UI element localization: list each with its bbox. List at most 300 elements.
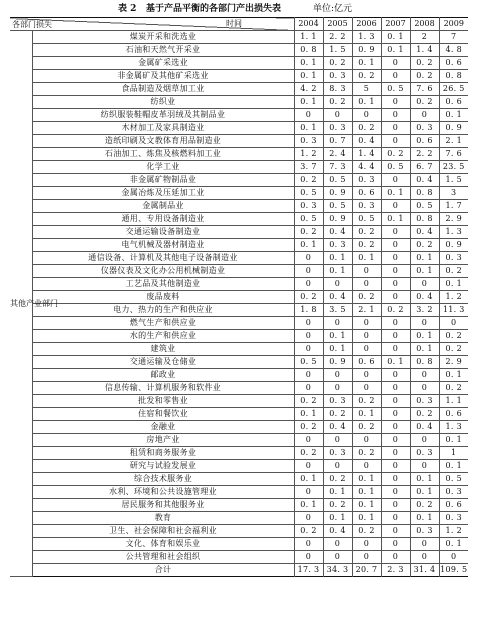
table-row [10, 265, 468, 278]
value-cell: 0. 5 [439, 473, 468, 486]
value-cell: 0. 6 [410, 135, 439, 148]
value-cell: 0. 3 [323, 122, 352, 135]
total-value-cell: 2. 3 [381, 564, 410, 577]
value-cell: 4. 8 [439, 44, 468, 57]
value-cell: 4. 4 [352, 161, 381, 174]
value-cell: 0. 8 [410, 213, 439, 226]
value-cell: 0. 1 [410, 252, 439, 265]
value-cell: 0. 4 [410, 174, 439, 187]
value-cell: 1. 1 [294, 31, 323, 44]
table-row [10, 369, 468, 382]
value-cell: 0 [381, 421, 410, 434]
sector-name-cell: 石油加工、炼焦及核燃料加工业 [32, 148, 294, 161]
value-cell: 0. 1 [323, 252, 352, 265]
table-row [10, 538, 468, 551]
value-cell: 0. 2 [294, 291, 323, 304]
value-cell: 0. 5 [323, 174, 352, 187]
value-cell: 0. 1 [410, 486, 439, 499]
value-cell: 0 [381, 460, 410, 473]
value-cell: 6. 7 [410, 161, 439, 174]
value-cell: 1. 3 [439, 226, 468, 239]
value-cell: 0. 2 [323, 499, 352, 512]
value-cell: 0 [381, 174, 410, 187]
sector-name-cell: 建筑业 [32, 343, 294, 356]
total-value-cell: 20. 7 [352, 564, 381, 577]
table-row [10, 382, 468, 395]
value-cell: 0. 1 [352, 512, 381, 525]
year-header: 2005 [323, 18, 352, 31]
value-cell: 0. 2 [352, 291, 381, 304]
value-cell: 0. 2 [352, 421, 381, 434]
value-cell: 0 [323, 278, 352, 291]
table-row [10, 499, 468, 512]
value-cell: 1. 5 [439, 174, 468, 187]
sector-name-cell: 仪器仪表及文化办公用机械制造业 [32, 265, 294, 278]
sector-name-cell: 煤炭开采和洗选业 [32, 31, 294, 44]
value-cell: 0. 9 [352, 44, 381, 57]
sector-name-cell: 燃气生产和供应业 [32, 317, 294, 330]
table-row [10, 434, 468, 447]
table-row [10, 525, 468, 538]
sector-name-cell: 居民服务和其他服务业 [32, 499, 294, 512]
value-cell: 0. 2 [294, 447, 323, 460]
year-header: 2004 [294, 18, 323, 31]
value-cell: 0. 2 [352, 395, 381, 408]
value-cell: 2 [410, 31, 439, 44]
sector-name-cell: 住宿和餐饮业 [32, 408, 294, 421]
value-cell: 0. 3 [410, 525, 439, 538]
value-cell: 7. 6 [410, 83, 439, 96]
table-unit: 单位:亿元 [313, 4, 353, 14]
value-cell: 1. 4 [352, 148, 381, 161]
value-cell: 0 [381, 200, 410, 213]
value-cell: 0. 2 [294, 226, 323, 239]
value-cell: 0. 4 [323, 291, 352, 304]
value-cell: 0. 1 [294, 239, 323, 252]
value-cell: 0. 2 [410, 408, 439, 421]
value-cell: 3. 7 [294, 161, 323, 174]
value-cell: 0. 2 [323, 96, 352, 109]
table-row [10, 421, 468, 434]
value-cell: 0. 5 [294, 213, 323, 226]
value-cell: 0 [410, 538, 439, 551]
table-row [10, 447, 468, 460]
table-row [10, 187, 468, 200]
value-cell: 0 [294, 369, 323, 382]
value-cell: 0. 1 [294, 57, 323, 70]
sector-name-cell: 交通运输及仓储业 [32, 356, 294, 369]
value-cell: 0. 4 [410, 226, 439, 239]
value-cell: 0 [381, 239, 410, 252]
value-cell: 0. 9 [323, 356, 352, 369]
value-cell: 0 [381, 551, 410, 564]
sector-name-cell: 通信设备、计算机及其他电子设备制造业 [32, 252, 294, 265]
value-cell: 0 [410, 551, 439, 564]
value-cell: 0. 6 [352, 356, 381, 369]
value-cell: 0. 1 [352, 252, 381, 265]
value-cell: 0. 2 [352, 447, 381, 460]
value-cell: 0. 1 [352, 499, 381, 512]
value-cell: 1 [439, 447, 468, 460]
value-cell: 0 [352, 382, 381, 395]
value-cell: 0. 2 [352, 525, 381, 538]
value-cell: 7. 6 [439, 148, 468, 161]
sector-name-cell: 卫生、社会保障和社会福利业 [32, 525, 294, 538]
value-cell: 0 [381, 343, 410, 356]
value-cell: 0 [294, 551, 323, 564]
value-cell: 0 [352, 265, 381, 278]
value-cell: 0. 2 [381, 304, 410, 317]
table-row [10, 395, 468, 408]
value-cell: 0 [381, 434, 410, 447]
table-row [10, 122, 468, 135]
value-cell: 1. 3 [439, 421, 468, 434]
value-cell: 0. 9 [323, 187, 352, 200]
value-cell: 0. 3 [352, 200, 381, 213]
value-cell: 0 [323, 369, 352, 382]
value-cell: 1. 2 [439, 291, 468, 304]
value-cell: 0 [381, 395, 410, 408]
value-cell: 1. 8 [294, 304, 323, 317]
table-row [10, 551, 468, 564]
value-cell: 0. 9 [439, 122, 468, 135]
value-cell: 0 [381, 486, 410, 499]
value-cell: 0. 1 [294, 408, 323, 421]
value-cell: 0 [294, 317, 323, 330]
table-row [10, 304, 468, 317]
sector-name-cell: 工艺品及其他制造业 [32, 278, 294, 291]
value-cell: 0. 7 [323, 135, 352, 148]
value-cell: 0 [381, 109, 410, 122]
value-cell: 0. 3 [439, 486, 468, 499]
value-cell: 0. 3 [323, 239, 352, 252]
table-row [10, 213, 468, 226]
value-cell: 0. 6 [439, 96, 468, 109]
value-cell: 0. 5 [410, 200, 439, 213]
table-row [10, 109, 468, 122]
time-header-label: 时间 [226, 19, 242, 28]
value-cell: 0 [381, 291, 410, 304]
sector-name-cell: 非金属矿物制品业 [32, 174, 294, 187]
value-cell: 0 [323, 109, 352, 122]
table-body [10, 18, 468, 577]
value-cell: 0 [352, 330, 381, 343]
value-cell: 0 [352, 551, 381, 564]
value-cell: 0 [381, 408, 410, 421]
value-cell: 3. 5 [323, 304, 352, 317]
value-cell: 0. 1 [439, 460, 468, 473]
value-cell: 0 [352, 460, 381, 473]
value-cell: 0. 2 [294, 525, 323, 538]
value-cell: 0 [381, 96, 410, 109]
value-cell: 0. 6 [352, 187, 381, 200]
sector-name-cell: 水利、环境和公共设施管理业 [32, 486, 294, 499]
value-cell: 0 [294, 538, 323, 551]
value-cell: 0 [410, 434, 439, 447]
total-value-cell: 17. 3 [294, 564, 323, 577]
sector-name-cell: 金属冶炼及压延加工业 [32, 187, 294, 200]
value-cell: 0. 3 [352, 174, 381, 187]
value-cell: 0 [294, 109, 323, 122]
value-cell: 0 [294, 278, 323, 291]
value-cell: 0 [294, 434, 323, 447]
sector-name-cell: 研究与试验发展业 [32, 460, 294, 473]
value-cell: 0 [410, 382, 439, 395]
value-cell: 0. 2 [410, 70, 439, 83]
value-cell: 0. 1 [352, 486, 381, 499]
value-cell: 0. 2 [410, 57, 439, 70]
header-row [10, 18, 468, 31]
value-cell: 0. 1 [323, 512, 352, 525]
sector-name-cell: 纺织服装鞋帽皮革羽绒及其制品业 [32, 109, 294, 122]
value-cell: 0 [294, 330, 323, 343]
value-cell: 0 [352, 434, 381, 447]
value-cell: 0. 6 [439, 57, 468, 70]
value-cell: 0. 3 [294, 200, 323, 213]
table-row [10, 252, 468, 265]
value-cell: 0 [323, 538, 352, 551]
value-cell: 0. 1 [294, 473, 323, 486]
value-cell: 0 [352, 343, 381, 356]
value-cell: 0 [410, 460, 439, 473]
value-cell: 0. 5 [352, 213, 381, 226]
value-cell: 0. 2 [439, 382, 468, 395]
table-row [10, 70, 468, 83]
value-cell: 23. 5 [439, 161, 468, 174]
dept-header-label: 各部门损失 [12, 20, 52, 29]
value-cell: 0. 1 [410, 512, 439, 525]
value-cell: 0. 4 [323, 525, 352, 538]
value-cell: 0. 2 [323, 57, 352, 70]
value-cell: 0. 4 [323, 226, 352, 239]
table-row [10, 83, 468, 96]
value-cell: 0 [323, 460, 352, 473]
table-row [10, 278, 468, 291]
value-cell: 0. 2 [352, 226, 381, 239]
value-cell: 0. 5 [381, 161, 410, 174]
value-cell: 0 [294, 486, 323, 499]
value-cell: 0. 1 [381, 44, 410, 57]
year-header: 2007 [381, 18, 410, 31]
value-cell: 0. 2 [352, 239, 381, 252]
table-row [10, 291, 468, 304]
table-row [10, 239, 468, 252]
value-cell: 1. 4 [410, 44, 439, 57]
value-cell: 0. 8 [410, 356, 439, 369]
value-cell: 7. 3 [323, 161, 352, 174]
value-cell: 7 [439, 31, 468, 44]
value-cell: 0. 1 [294, 70, 323, 83]
value-cell: 0 [381, 226, 410, 239]
value-cell: 0. 6 [439, 408, 468, 421]
year-header: 2006 [352, 18, 381, 31]
value-cell: 2. 1 [352, 304, 381, 317]
value-cell: 0. 2 [439, 265, 468, 278]
value-cell: 0 [381, 525, 410, 538]
value-cell: 0. 1 [381, 356, 410, 369]
value-cell: 0. 1 [294, 122, 323, 135]
value-cell: 0. 1 [410, 343, 439, 356]
value-cell: 0 [323, 382, 352, 395]
sector-name-cell: 废品废料 [32, 291, 294, 304]
sector-name-cell: 邮政业 [32, 369, 294, 382]
value-cell: 0. 3 [323, 447, 352, 460]
value-cell: 0. 2 [294, 421, 323, 434]
sector-name-cell: 金融业 [32, 421, 294, 434]
table-row [10, 57, 468, 70]
sector-name-cell: 综合技术服务业 [32, 473, 294, 486]
value-cell: 0. 4 [410, 421, 439, 434]
value-cell: 0 [294, 512, 323, 525]
value-cell: 0. 2 [410, 96, 439, 109]
header-corner-cell [10, 18, 294, 31]
value-cell: 0. 1 [352, 57, 381, 70]
value-cell: 0. 1 [439, 278, 468, 291]
value-cell: 0 [323, 434, 352, 447]
value-cell: 0 [381, 70, 410, 83]
table-row [10, 317, 468, 330]
value-cell: 0. 1 [410, 473, 439, 486]
value-cell: 0. 9 [439, 239, 468, 252]
value-cell: 0 [381, 252, 410, 265]
total-value-cell: 34. 3 [323, 564, 352, 577]
value-cell: 0. 3 [323, 395, 352, 408]
year-header: 2008 [410, 18, 439, 31]
year-header: 2009 [439, 18, 468, 31]
value-cell: 0. 2 [439, 330, 468, 343]
sector-name-cell: 文化、体育和娱乐业 [32, 538, 294, 551]
value-cell: 0. 1 [352, 408, 381, 421]
value-cell: 0 [294, 252, 323, 265]
table-row [10, 356, 468, 369]
value-cell: 0 [294, 460, 323, 473]
value-cell: 0. 2 [323, 473, 352, 486]
value-cell: 0. 2 [352, 70, 381, 83]
table-row [10, 226, 468, 239]
value-cell: 0. 1 [439, 369, 468, 382]
table-caption [0, 2, 481, 16]
sector-name-cell: 租赁和商务服务业 [32, 447, 294, 460]
value-cell: 0. 6 [439, 499, 468, 512]
value-cell: 4. 2 [294, 83, 323, 96]
sector-name-cell: 纺织业 [32, 96, 294, 109]
value-cell: 0. 3 [439, 252, 468, 265]
sector-name-cell: 水的生产和供应业 [32, 330, 294, 343]
value-cell: 2. 2 [323, 31, 352, 44]
value-cell: 0. 5 [294, 356, 323, 369]
value-cell: 0 [352, 369, 381, 382]
sector-name-cell: 通用、专用设备制造业 [32, 213, 294, 226]
value-cell: 0. 4 [352, 135, 381, 148]
table-title: 基于产品平衡的各部门产出损失表 [146, 4, 282, 14]
value-cell: 0 [439, 317, 468, 330]
value-cell: 0. 2 [410, 499, 439, 512]
table-row [10, 31, 468, 44]
value-cell: 0 [381, 473, 410, 486]
value-cell: 0 [381, 135, 410, 148]
sector-name-cell: 信息传输、计算机服务和软件业 [32, 382, 294, 395]
sector-name-cell: 公共管理和社会组织 [32, 551, 294, 564]
value-cell: 0 [381, 317, 410, 330]
value-cell: 0. 9 [323, 213, 352, 226]
value-cell: 0 [323, 551, 352, 564]
value-cell: 0. 2 [381, 148, 410, 161]
value-cell: 0 [410, 109, 439, 122]
value-cell: 1. 3 [352, 31, 381, 44]
value-cell: 2. 9 [439, 213, 468, 226]
sector-name-cell: 化学工业 [32, 161, 294, 174]
value-cell: 0. 5 [323, 200, 352, 213]
value-cell: 0 [323, 317, 352, 330]
value-cell: 0 [381, 369, 410, 382]
value-cell: 0. 8 [439, 70, 468, 83]
value-cell: 0. 8 [410, 187, 439, 200]
value-cell: 0. 1 [323, 265, 352, 278]
value-cell: 0. 4 [323, 421, 352, 434]
value-cell: 0. 1 [352, 96, 381, 109]
value-cell: 8. 3 [323, 83, 352, 96]
value-cell: 0 [352, 278, 381, 291]
value-cell: 0. 1 [323, 343, 352, 356]
value-cell: 3. 2 [410, 304, 439, 317]
table-row [10, 460, 468, 473]
value-cell: 2. 1 [439, 135, 468, 148]
table-row [10, 174, 468, 187]
sector-name-cell: 批发和零售业 [32, 395, 294, 408]
value-cell: 0. 5 [294, 187, 323, 200]
value-cell: 2. 2 [410, 148, 439, 161]
sector-name-cell: 金属制品业 [32, 200, 294, 213]
sector-name-cell: 木材加工及家具制造业 [32, 122, 294, 135]
value-cell: 0. 1 [439, 538, 468, 551]
value-cell: 0. 3 [410, 447, 439, 460]
value-cell: 0. 2 [294, 174, 323, 187]
total-label-cell: 合计 [32, 564, 294, 577]
total-value-cell: 31. 4 [410, 564, 439, 577]
value-cell: 0 [381, 122, 410, 135]
value-cell: 0. 3 [439, 512, 468, 525]
value-cell: 0. 2 [352, 122, 381, 135]
value-cell: 0. 3 [410, 395, 439, 408]
value-cell: 1. 7 [439, 200, 468, 213]
sector-name-cell: 电气机械及器材制造业 [32, 239, 294, 252]
table-row [10, 512, 468, 525]
value-cell: 1. 1 [439, 395, 468, 408]
value-cell: 1. 5 [323, 44, 352, 57]
sector-name-cell: 石油和天然气开采业 [32, 44, 294, 57]
table-row [10, 44, 468, 57]
value-cell: 0. 2 [323, 408, 352, 421]
table-row [10, 200, 468, 213]
value-cell: 0. 1 [439, 109, 468, 122]
value-cell: 0. 4 [410, 291, 439, 304]
value-cell: 0 [294, 382, 323, 395]
value-cell: 11. 3 [439, 304, 468, 317]
output-loss-table [10, 17, 468, 577]
value-cell: 0. 5 [381, 83, 410, 96]
value-cell: 0. 2 [294, 395, 323, 408]
table-row [10, 161, 468, 174]
value-cell: 0 [381, 278, 410, 291]
value-cell: 0. 1 [352, 473, 381, 486]
sector-name-cell: 非金属矿及其他矿采选业 [32, 70, 294, 83]
total-value-cell: 109. 5 [439, 564, 468, 577]
value-cell: 0 [381, 447, 410, 460]
sector-name-cell: 交通运输设备制造业 [32, 226, 294, 239]
value-cell: 0 [352, 538, 381, 551]
value-cell: 3 [439, 187, 468, 200]
value-cell: 0. 1 [294, 499, 323, 512]
